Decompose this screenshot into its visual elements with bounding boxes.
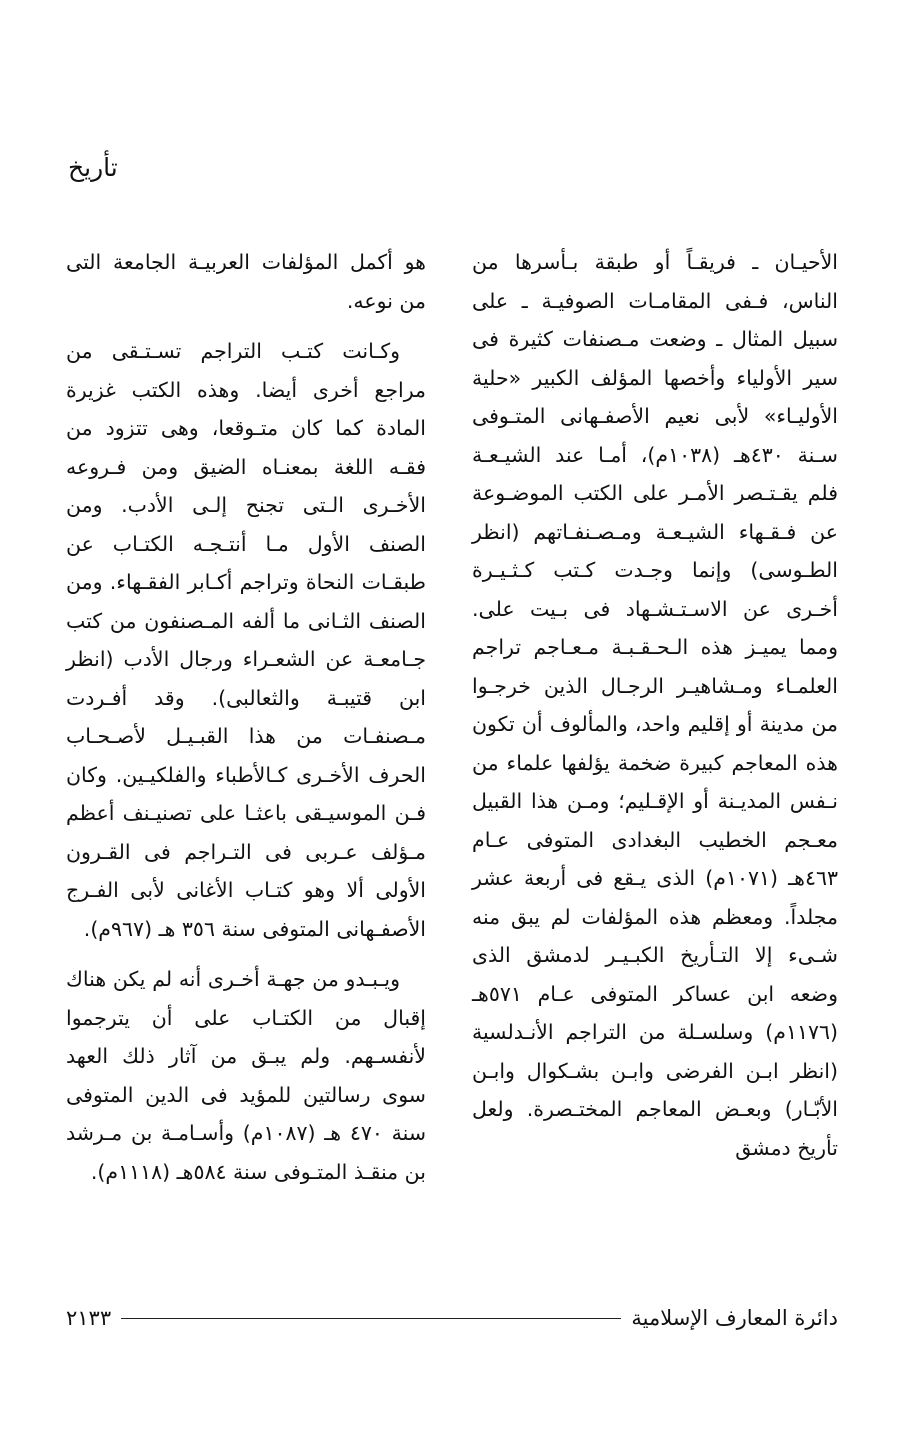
running-head: تأريخ [68,153,118,182]
paragraph: الأحيـان ـ فريقـاً أو طبقة بـأسرها من الناس، فـفى المقامـات الصوفيـة ـ على سبيل المثال ـ وضعت مـصنفات كثيرة فى سير الأولياء وأخصها المؤلف الكبير «حلية الأوليـاء» لأبى نعيم الأصفـهانى المتـوفى سـنة ٤٣٠هـ (١٠٣٨م)، أمـا عند الشيـعـة فلم يقـتـصر الأمـر على الكتب الموضـوعة عن فـقـهاء الشيـعـة ومـصـنفـاتهم (انظر الطـوسى) وإنما وجـدت كـتب كـثـيـرة أخـرى عن الاسـتـشـهاد فى بـيت على. ومما يميـز هذه الـحـقـبـة مـعـاجم تراجم العلمـاء ومـشاهيـر الرجـال الذين خرجـوا من مدينة أو إقليم واحد، والمألوف أن تكون هذه المعاجم كبيرة ضخمة يؤلفها علماء من نـفس المديـنة أو الإقـليم؛ ومـن هذا القبيل معـجم الخطيب البغدادى المتوفى عـام ٤٦٣هـ (١٠٧١م) الذى يـقع فى أربعة عشر مجلداً. ومعظم هذه المؤلفات لم يبق منه شـىء إلا التـأريخ الكبـيـر لدمشق الذى وضعه ابن عساكر المتوفى عـام ٥٧١هـ (١١٧٦م) وسلسـلة من التراجم الأنـدلسية (انظر ابـن الفرضى وابـن بشـكوال وابـن الأبّـار) وبعـض المعاجم المختـصرة. ولعل تأريخ دمشق [472,250,838,1160]
paragraph: هو أكمل المؤلفات العربيـة الجامعة التى من نوعه. [66,250,426,313]
paragraph: ويـبـدو من جهـة أخـرى أنه لم يكن هناك إقبال من الكتـاب على أن يترجموا لأنفسـهم. ولم يبـق من آثار ذلك العهد سوى رسالتين للمؤيد فى الدين المتوفى سنة ٤٧٠ هـ (١٠٨٧م) وأسـامـة بن مـرشد بن منقـذ المتـوفى سنة ٥٨٤هـ (١١١٨م). [66,967,426,1184]
footer-rule [121,1318,621,1319]
page-footer [66,1298,838,1338]
left-column [66,243,426,1191]
footer-title: دائرة المعارف الإسلامية [631,1306,838,1330]
page-number: ٢١٣٣ [66,1306,112,1330]
paragraph: وكـانت كتـب التراجم تسـتـقى من مراجع أخرى أيضا. وهذه الكتب غزيرة المادة كما كان متـوقعا، وهى تتزود من فقـه اللغة بمعنـاه الضيق ومن فـروعه الأخـرى الـتى تجنح إلـى الأدب. ومن الصنف الأول مـا أنتـجـه الكتـاب عن طبقـات النحاة وتراجم أكـابر الفقـهاء. ومن الصنف الثـانى ما ألفه المـصنفون من كتب جـامعـة عن الشعـراء ورجال الأدب (انظر ابن قتيبـة والثعالبى). وقد أفـردت مـصنفـات من هذا القبـيـل لأصـحـاب الحرف الأخـرى كـالأطباء والفلكيـين. وكان فـن الموسيـقى باعثـا على تصنيـنف أعظم مـؤلف عـربى فى التـراجم فى القـرون الأولى ألا وهو كتـاب الأغانى لأبى الفـرج الأصفـهانى المتوفى سنة ٣٥٦ هـ (٩٦٧م). [66,339,426,941]
right-column [472,243,838,1167]
